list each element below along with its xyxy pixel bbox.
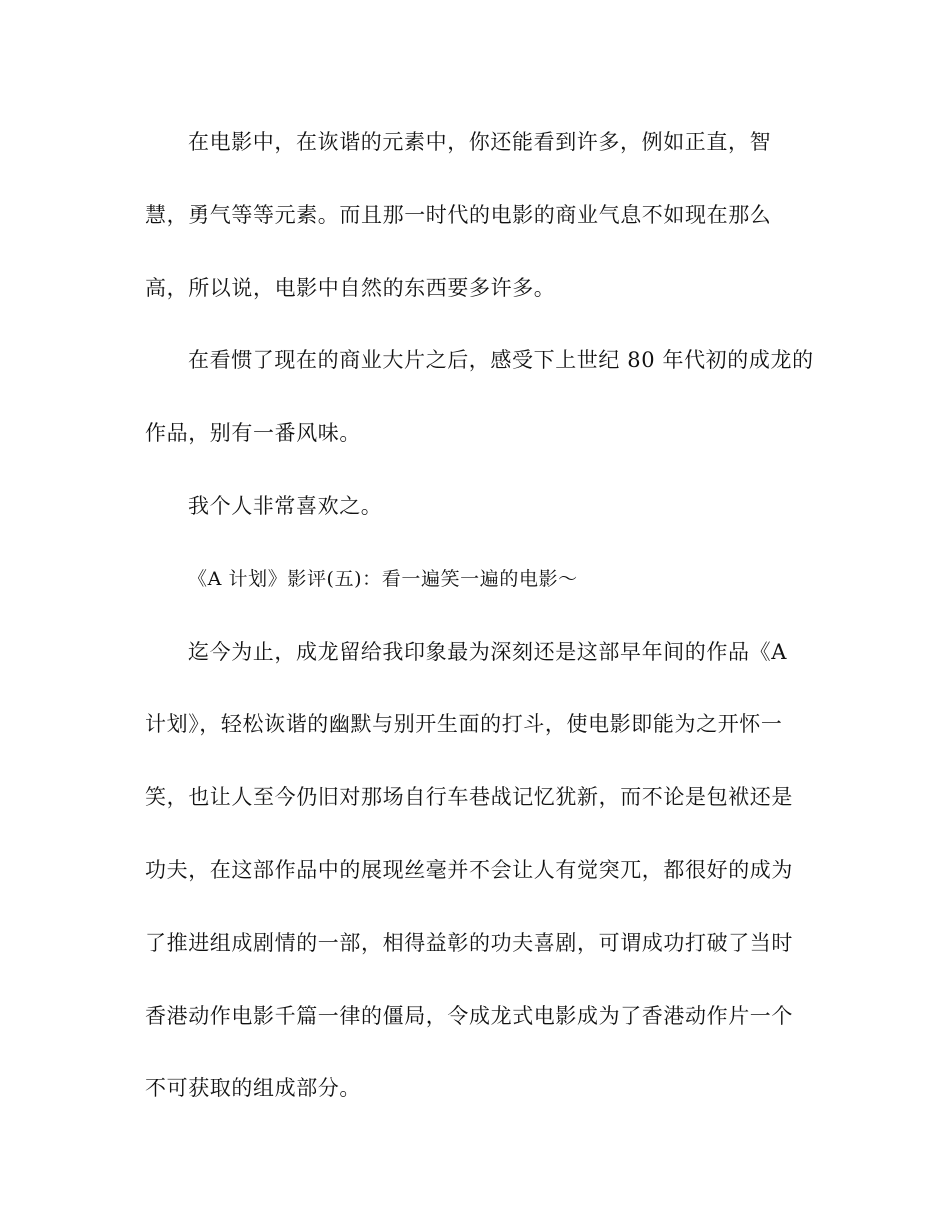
paragraph-line: 计划》，轻松诙谐的幽默与别开生面的打斗，使电影即能为之开怀一 [145, 712, 783, 736]
paragraph-line: 不可获取的组成部分。 [145, 1076, 361, 1100]
paragraph-line: 慧，勇气等等元素。而且那一时代的电影的商业气息不如现在那么 [145, 203, 772, 227]
paragraph-line: 笑，也让人至今仍旧对那场自行车巷战记忆犹新，而不论是包袱还是 [145, 785, 793, 809]
paragraph-line: 功夫，在这部作品中的展现丝毫并不会让人有觉突兀，都很好的成为 [145, 858, 793, 882]
paragraph-line: 香港动作电影千篇一律的僵局，令成龙式电影成为了香港动作片一个 [145, 1004, 793, 1028]
paragraph-line: 我个人非常喜欢之。 [188, 494, 383, 518]
paragraph-line: 高，所以说，电影中自然的东西要多许多。 [145, 276, 556, 300]
paragraph-line: 在看惯了现在的商业大片之后，感受下上世纪 80 年代初的成龙的 [188, 348, 814, 372]
section-heading: 《A 计划》影评(五)：看一遍笑一遍的电影～ [188, 568, 578, 590]
paragraph-line: 了推进组成剧情的一部，相得益彰的功夫喜剧，可谓成功打破了当时 [145, 931, 793, 955]
paragraph-line: 在电影中，在诙谐的元素中，你还能看到许多，例如正直，智 [188, 130, 772, 154]
paragraph-line: 迄今为止，成龙留给我印象最为深刻还是这部早年间的作品《A [188, 640, 787, 664]
paragraph-line: 作品，别有一番风味。 [145, 421, 361, 445]
